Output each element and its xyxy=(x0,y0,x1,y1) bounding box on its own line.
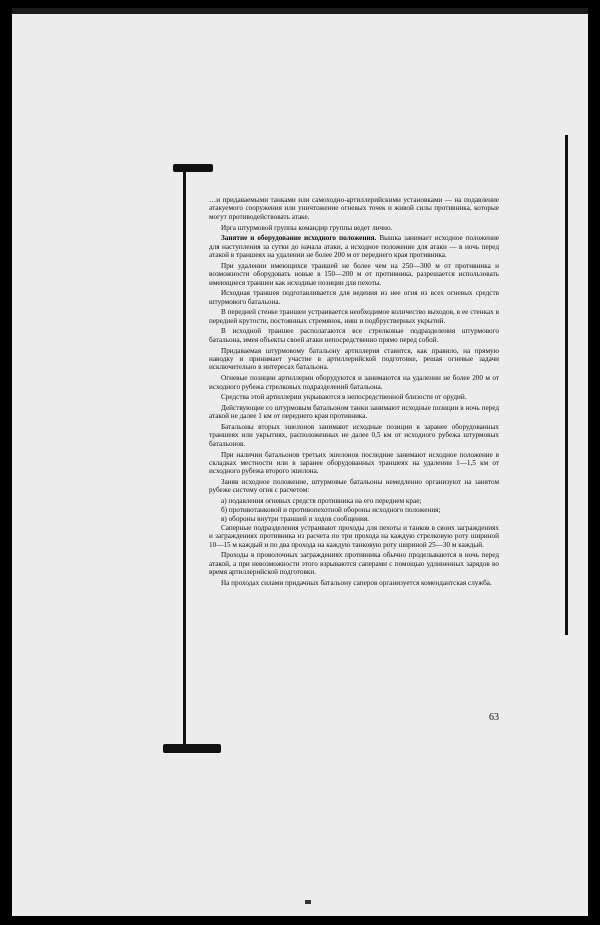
paragraph: …и придаваемыми танками или самоходно-артиллерийскими установками — на подавление атакуемого сооружения или уничтожение огневых точек и живой силы противника, которые могут противодействовать атаке. xyxy=(209,196,499,221)
page-number: 63 xyxy=(489,712,499,723)
scan-edge-top xyxy=(12,8,588,14)
paragraph-with-heading xyxy=(209,234,499,259)
paragraph: Заняв исходное положение, штурмовые батальоны немедленно организуют на занятом рубеже систему огня с расчетом: xyxy=(209,478,499,495)
paragraph: На проходах силами придачных батальону саперов организуется комендантская служба. xyxy=(221,578,492,587)
paragraph: Действующие со штурмовым батальоном танки занимают исходные позиции в ночь перед атакой не далее 1 км от переднего края противника. xyxy=(209,403,499,421)
margin-bracket-bottom xyxy=(163,744,221,753)
paragraph: Исходная траншея подготавливается для ведения из нее огня из всех огневых средств штурмового батальона. xyxy=(209,289,499,306)
paragraph: Проходы в проволочных заграждениях противника обычно проделываются в ночь перед атакой, а при невозможности этого взрываются саперами с помощью удлиненных зарядов во время артиллерийской подготовки. xyxy=(209,551,499,577)
page-text xyxy=(209,196,499,590)
margin-bracket-line xyxy=(183,168,186,750)
paragraph: Саперные подразделения устраивают проходы для пехоты и танков в своих заграждениях и заграждениях противника из расчета по три прохода на каждую стрелковую роту шириной 10—15 м каждый и по два прохода на каждую танковую роту шириной 25—30 м каждый. xyxy=(209,523,499,549)
paragraph: Средства этой артиллерии укрываются в непосредственной близости от орудий. xyxy=(221,393,467,402)
paragraph: Придаваемая штурмовому батальону артиллерия ставится, как правило, на прямую наводку и принимает участие в артиллерийской подготовке, решая огневые задачи исключительно в интересах батальона. xyxy=(209,346,499,372)
paragraph: При удалении имеющихся траншей не более чем на 250—300 м от противника и возможности оборудовать новые в 150—200 м от противника, разрешается использовать имеющиеся траншеи как исходные позиции для пехоты. xyxy=(209,261,499,287)
paragraph: Ирга штурмовой группы командир группы ведет лично. xyxy=(221,223,393,232)
list-item: а) подавления огневых средств противника на его переднем крае; xyxy=(221,497,422,506)
paragraph: При наличии батальонов третьих эшелонов последние занимают исходное положение в складках местности или в заранее оборудованных траншеях на удалении 1—1,5 км от исходного рубежа второго эшелона. xyxy=(209,450,499,476)
paragraph: В исходной траншее располагаются все стрелковые подразделения штурмового батальона, имея объекты своей атаки непосредственно прямо перед собой. xyxy=(209,327,499,344)
paragraph: Огневые позиции артиллерии оборудуются и занимаются на удалении не более 200 м от исходного рубежа стрелковых подразделений батальона. xyxy=(209,374,499,391)
paragraph-text: Вышка занимает исходное положение для наступления за сутки до начала атаки, а исходное положение для атаки — в ночь перед атакой в траншеях на удалении не более 200 м от переднего края противника. xyxy=(209,234,499,260)
section-heading: Занятие и оборудование исходного положения. xyxy=(221,234,377,243)
list-item: в) обороны внутри траншей и ходов сообщения. xyxy=(221,514,369,523)
margin-bracket-top xyxy=(173,164,213,172)
list-item: б) противотанковой и противопехотной обороны исходного положения; xyxy=(221,506,441,515)
paragraph: Батальоны вторых эшелонов занимают исходные позиции в заранее оборудованных траншеях или укрытиях, расположенных не далее 0,5 км от исходного рубежа штурмовых батальонов. xyxy=(209,423,499,448)
scan-mark xyxy=(305,900,311,904)
paragraph: В передней стенке траншеи устраивается необходимое количество выходов, в ее стенках в передней крутости, постоянных стремянок, ниш и подбрустверных укрытий. xyxy=(209,308,499,325)
scan-margin-line xyxy=(565,135,568,635)
